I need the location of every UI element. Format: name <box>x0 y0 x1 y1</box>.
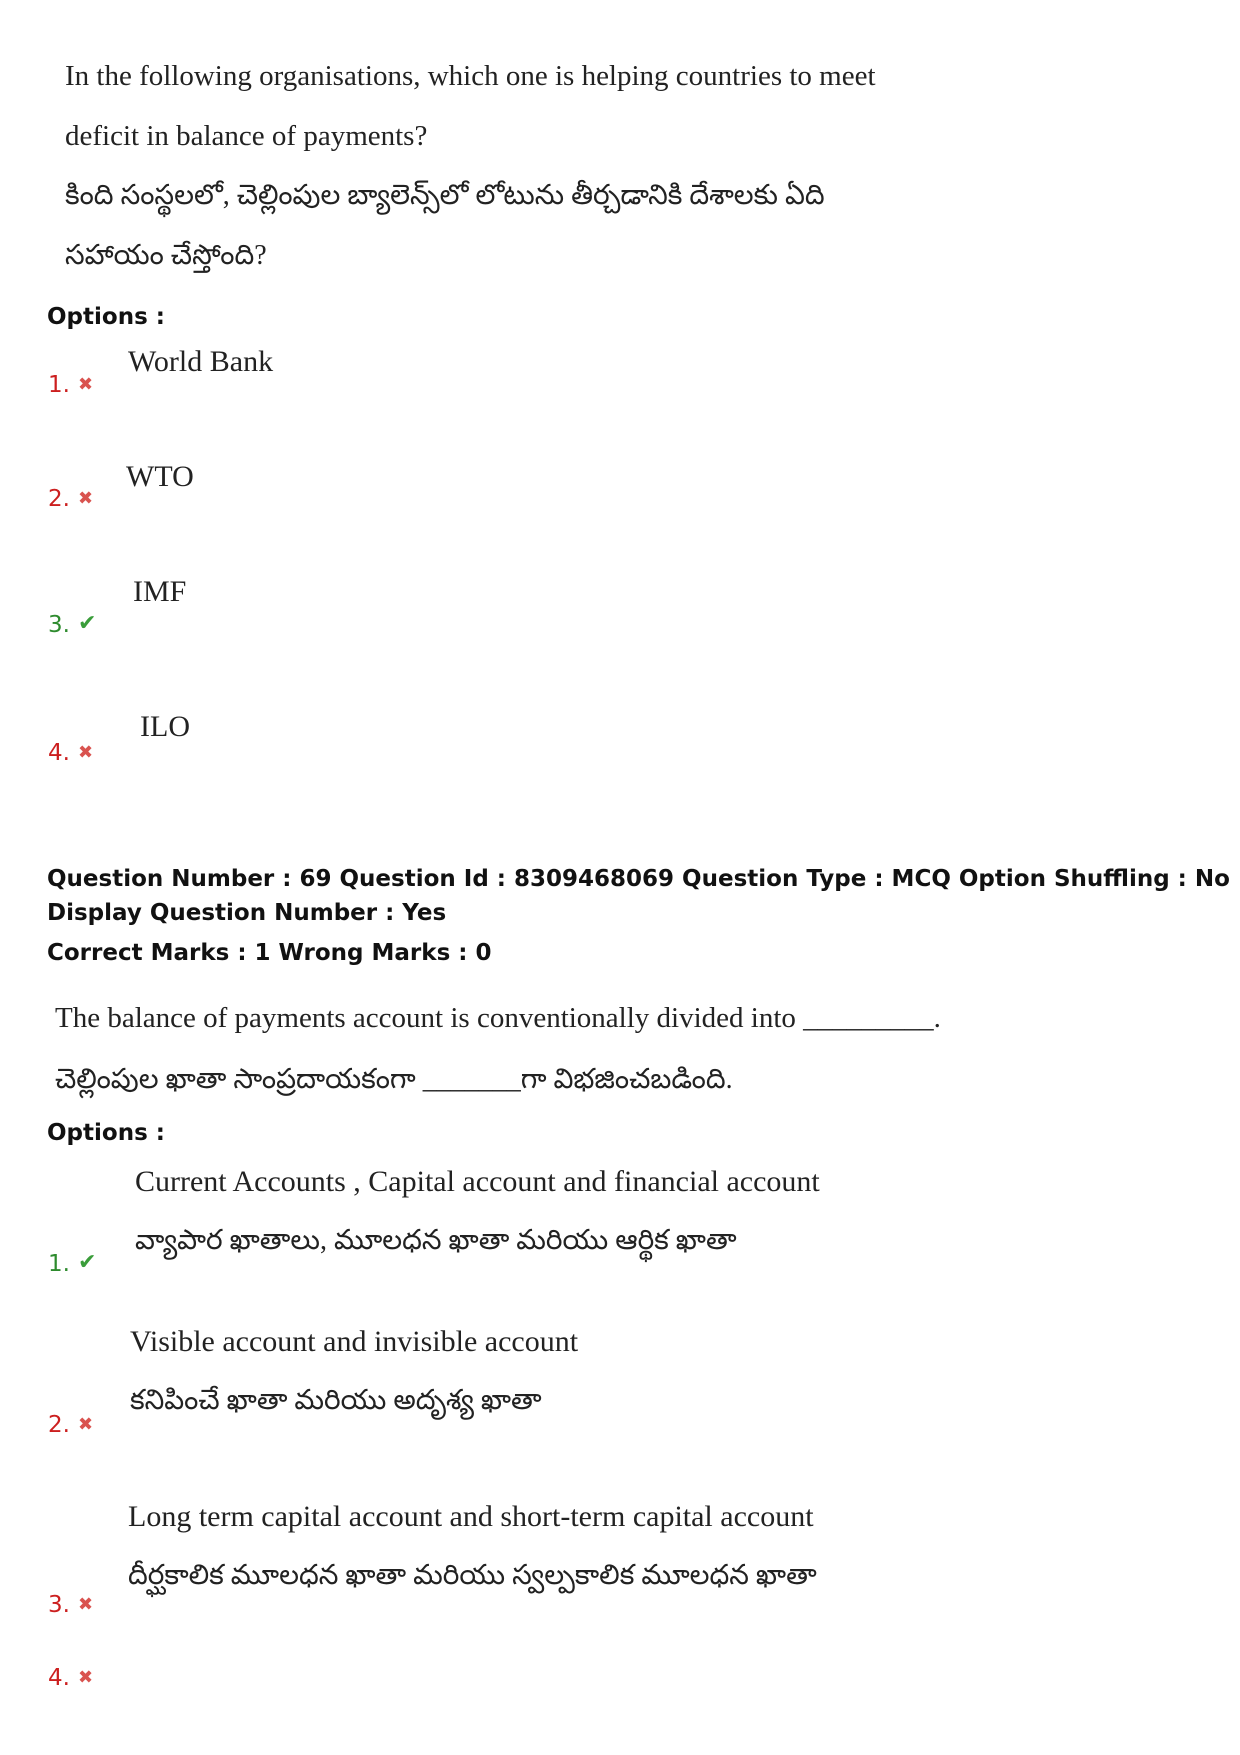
wrong-icon: ✖ <box>77 374 94 395</box>
option-index: 1. <box>48 1251 70 1277</box>
question-meta: Question Number : 69 Question Id : 8309468069 Question Type : MCQ Option Shuffling : No <box>47 866 1230 892</box>
question-meta: Display Question Number : Yes <box>47 900 447 926</box>
question-text-telugu: చెల్లింపుల ఖాతా సాంప్రదాయకంగా _______గా విభజించబడింది. <box>55 1064 733 1095</box>
marks-info: Correct Marks : 1 Wrong Marks : 0 <box>47 940 492 966</box>
wrong-icon: ✖ <box>77 1594 94 1615</box>
option-text[interactable]: Long term capital account and short-term capital account <box>128 1500 814 1533</box>
option-number <box>48 372 93 398</box>
wrong-icon: ✖ <box>77 488 94 509</box>
option-text-telugu[interactable]: కనిపించే ఖాతా మరియు అదృశ్య ఖాతా <box>130 1385 542 1416</box>
wrong-icon: ✖ <box>77 742 94 763</box>
option-text[interactable]: World Bank <box>128 345 274 378</box>
option-text-telugu[interactable]: దీర్ఘకాలిక మూలధన ఖాతా మరియు స్వల్పకాలిక మూలధన ఖాతా <box>128 1560 817 1591</box>
question-text-telugu-line: కింది సంస్థలలో, చెల్లింపుల బ్యాలెన్స్‌లో లోటును తీర్చడానికి దేశాలకు ఏది <box>65 180 825 211</box>
question-text-line: In the following organisations, which one is helping countries to meet <box>65 60 876 92</box>
options-label: Options : <box>47 1120 165 1146</box>
options-label: Options : <box>47 304 165 330</box>
option-text[interactable]: WTO <box>126 460 194 493</box>
option-number <box>48 1665 93 1691</box>
option-index: 3. <box>48 612 70 638</box>
option-index: 1. <box>48 372 70 398</box>
option-number <box>48 486 93 512</box>
option-number <box>48 1592 93 1618</box>
option-index: 2. <box>48 1412 70 1438</box>
question-text-line: deficit in balance of payments? <box>65 120 428 152</box>
option-number <box>48 1250 96 1277</box>
option-index: 3. <box>48 1592 70 1618</box>
correct-check-icon: ✔ <box>77 1250 97 1275</box>
option-number <box>48 1412 93 1438</box>
option-text[interactable]: Current Accounts , Capital account and financial account <box>135 1165 820 1198</box>
option-number <box>48 740 93 766</box>
option-text[interactable]: IMF <box>133 575 187 608</box>
option-text[interactable]: Visible account and invisible account <box>130 1325 579 1358</box>
option-index: 4. <box>48 1665 70 1691</box>
question-text: The balance of payments account is conventionally divided into _________. <box>55 1002 941 1034</box>
question-text-telugu-line: సహాయం చేస్తోంది? <box>65 240 267 271</box>
option-number <box>48 611 96 638</box>
correct-check-icon: ✔ <box>77 611 97 636</box>
option-text[interactable]: ILO <box>140 710 190 743</box>
option-text-telugu[interactable]: వ్యాపార ఖాతాలు, మూలధన ఖాతా మరియు ఆర్థిక ఖాతా <box>135 1225 737 1256</box>
option-index: 2. <box>48 486 70 512</box>
wrong-icon: ✖ <box>77 1414 94 1435</box>
wrong-icon: ✖ <box>77 1667 94 1688</box>
option-index: 4. <box>48 740 70 766</box>
